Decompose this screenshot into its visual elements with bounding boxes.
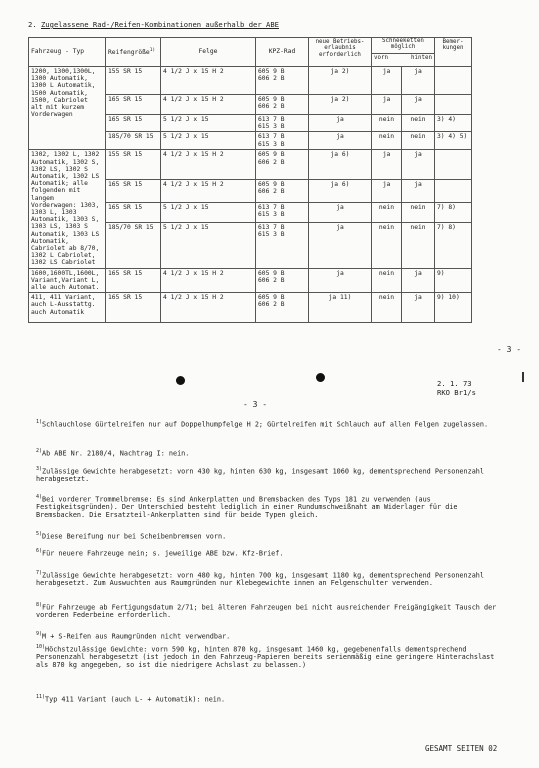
cell-betrieb: ja 11) bbox=[309, 293, 372, 323]
cell-kpz: 605 9 B 606 2 B bbox=[256, 268, 309, 293]
cell-bem: 9) bbox=[435, 268, 472, 293]
footnote-number: 9) bbox=[36, 631, 43, 637]
cell-bem: 7) 8) bbox=[435, 222, 472, 268]
cell-hinten: ja bbox=[402, 180, 435, 203]
footnote-item bbox=[36, 547, 506, 557]
date: 2. 1. 73 bbox=[437, 379, 472, 388]
footnote-number: 2) bbox=[36, 448, 43, 454]
cell-hinten: nein bbox=[402, 115, 435, 132]
footnote-number: 10) bbox=[36, 644, 46, 650]
cell-vehicle-type: 411, 411 Variant, auch L-Ausstattg. auch Automatik bbox=[29, 293, 106, 323]
section-title: Zugelassene Rad-/Reifen-Kombinationen außerhalb der ABE bbox=[40, 20, 279, 29]
header-reifen-sup: 1) bbox=[149, 48, 156, 54]
header-hinten: hinten bbox=[411, 55, 432, 61]
cell-reifen: 165 SR 15 bbox=[106, 115, 161, 132]
cell-hinten: ja bbox=[402, 67, 435, 95]
cell-hinten: ja bbox=[402, 95, 435, 115]
cell-betrieb: ja 6) bbox=[309, 180, 372, 203]
header-bem: Bemer-kungen bbox=[435, 38, 472, 67]
footnote-text: Für neuere Fahrzeuge nein; s. jeweilige ABE bzw. Kfz-Brief. bbox=[42, 549, 284, 558]
footnote-number: 6) bbox=[36, 548, 43, 554]
cell-reifen: 165 SR 15 bbox=[106, 180, 161, 203]
cell-felge: 4 1/2 J x 15 H 2 bbox=[161, 150, 256, 180]
date-block bbox=[437, 379, 476, 397]
footnote-text: Zulässige Gewichte herabgesetzt: vorn 430 kg, hinten 630 kg, insgesamt 1060 kg, dementsprechend Personenzahl herabgesetzt. bbox=[36, 467, 484, 484]
cell-betrieb: ja bbox=[309, 115, 372, 132]
cell-betrieb: ja 2) bbox=[309, 95, 372, 115]
footnote-item bbox=[36, 493, 506, 519]
footnote-number: 7) bbox=[36, 570, 43, 576]
cell-felge: 4 1/2 J x 15 H 2 bbox=[161, 268, 256, 293]
cell-felge: 5 1/2 J x 15 bbox=[161, 115, 256, 132]
cell-vorn: ja bbox=[372, 95, 402, 115]
cell-hinten: nein bbox=[402, 222, 435, 268]
footnote-number: 11) bbox=[36, 694, 46, 700]
page-mark-right: - 3 - bbox=[497, 345, 522, 354]
cell-bem: 9) 10) bbox=[435, 293, 472, 323]
cell-reifen: 165 SR 15 bbox=[106, 268, 161, 293]
footnote-number: 3) bbox=[36, 466, 43, 472]
cell-kpz: 605 9 B 606 2 B bbox=[256, 180, 309, 203]
cell-bem bbox=[435, 67, 472, 95]
cell-vorn: nein bbox=[372, 115, 402, 132]
cell-felge: 4 1/2 J x 15 H 2 bbox=[161, 95, 256, 115]
footnote-text: M + S-Reifen aus Raumgründen nicht verwendbar. bbox=[42, 632, 231, 641]
cell-bem: 3) 4) 5) bbox=[435, 132, 472, 150]
header-typ: Fahrzeug - Typ bbox=[29, 38, 106, 67]
cell-reifen: 165 SR 15 bbox=[106, 293, 161, 323]
cell-kpz: 605 9 B 606 2 B bbox=[256, 293, 309, 323]
cell-betrieb: ja bbox=[309, 132, 372, 150]
footnote-number: 8) bbox=[36, 602, 43, 608]
footnote-item bbox=[36, 569, 506, 587]
cell-vorn: ja bbox=[372, 150, 402, 180]
footnote-item bbox=[36, 630, 506, 640]
punch-hole-right bbox=[316, 373, 325, 382]
footnote-text: Bei vorderer Trommelbremse: Es sind Ankerplatten und Bremsbacken des Typs 181 zu verwenden (aus Festigkeitsgründen). Der Unterschied besteht lediglich in einer Rundumschweißnaht am Widerlager für die Bremsbacken. Die Ersatzteil-Ankerplatten sind für beide Typen gleich. bbox=[36, 495, 458, 520]
cell-felge: 4 1/2 J x 15 H 2 bbox=[161, 180, 256, 203]
section-number: 2. bbox=[28, 20, 37, 29]
cell-betrieb: ja bbox=[309, 202, 372, 222]
header-reifen bbox=[106, 38, 161, 67]
cell-vehicle-type: 1200, 1300,1300L, 1300 Automatik, 1300 L Automatik, 1500 Automatik, 1500, Cabriolet alt mit kurzem Vorderwagen bbox=[29, 67, 106, 150]
footnote-text: Ab ABE Nr. 2180/4, Nachtrag I: nein. bbox=[42, 449, 190, 458]
header-betrieb: neue Betriebs-erlaubnis erforderlich bbox=[309, 38, 372, 67]
cell-felge: 4 1/2 J x 15 H 2 bbox=[161, 67, 256, 95]
cell-kpz: 613 7 B 615 3 B bbox=[256, 222, 309, 268]
cell-reifen: 185/70 SR 15 bbox=[106, 222, 161, 268]
cell-felge: 5 1/2 J x 15 bbox=[161, 222, 256, 268]
footnote-item bbox=[36, 465, 506, 483]
punch-hole-left bbox=[176, 376, 185, 385]
footnote-item bbox=[36, 418, 506, 428]
page-mark-center: - 3 - bbox=[243, 400, 268, 409]
cell-vorn: nein bbox=[372, 222, 402, 268]
cell-felge: 5 1/2 J x 15 bbox=[161, 202, 256, 222]
cell-bem bbox=[435, 180, 472, 203]
cell-vorn: ja bbox=[372, 67, 402, 95]
cell-bem bbox=[435, 95, 472, 115]
cell-vorn: nein bbox=[372, 202, 402, 222]
cell-kpz: 605 9 B 606 2 B bbox=[256, 95, 309, 115]
footnote-item bbox=[36, 643, 506, 669]
cell-betrieb: ja 2) bbox=[309, 67, 372, 95]
cell-hinten: ja bbox=[402, 268, 435, 293]
cell-felge: 5 1/2 J x 15 bbox=[161, 132, 256, 150]
header-schnee bbox=[372, 38, 435, 67]
header-felge: Felge bbox=[161, 38, 256, 67]
table-header-row bbox=[29, 38, 472, 67]
cell-felge: 4 1/2 J x 15 H 2 bbox=[161, 293, 256, 323]
header-vorn: vorn bbox=[374, 55, 388, 61]
table-row bbox=[29, 268, 472, 293]
cell-bem bbox=[435, 150, 472, 180]
cell-betrieb: ja 6) bbox=[309, 150, 372, 180]
section-heading bbox=[28, 20, 279, 29]
footnote-item bbox=[36, 601, 506, 619]
cell-reifen: 165 SR 15 bbox=[106, 95, 161, 115]
footnote-item bbox=[36, 530, 506, 540]
cell-kpz: 613 7 B 615 3 B bbox=[256, 202, 309, 222]
cell-betrieb: ja bbox=[309, 222, 372, 268]
footnote-item bbox=[36, 693, 506, 703]
cell-vorn: ja bbox=[372, 180, 402, 203]
cell-kpz: 605 9 B 606 2 B bbox=[256, 150, 309, 180]
cell-kpz: 613 7 B 615 3 B bbox=[256, 115, 309, 132]
cell-vorn: nein bbox=[372, 293, 402, 323]
header-schnee-label: Schneeketten möglich bbox=[382, 38, 424, 51]
reference: RKO Br1/s bbox=[437, 388, 476, 397]
footnote-number: 4) bbox=[36, 494, 43, 500]
cell-hinten: nein bbox=[402, 132, 435, 150]
cell-reifen: 155 SR 15 bbox=[106, 150, 161, 180]
cell-betrieb: ja bbox=[309, 268, 372, 293]
footnote-text: Schlauchlose Gürtelreifen nur auf Doppelhumpfelge H 2; Gürtelreifen mit Schlauch auf allen Felgen zugelassen. bbox=[42, 420, 489, 429]
cell-hinten: ja bbox=[402, 293, 435, 323]
cell-hinten: nein bbox=[402, 202, 435, 222]
header-kpz: KPZ-Rad bbox=[256, 38, 309, 67]
margin-mark bbox=[522, 372, 524, 382]
cell-kpz: 605 9 B 606 2 B bbox=[256, 67, 309, 95]
cell-vorn: nein bbox=[372, 268, 402, 293]
footnote-text: Für Fahrzeuge ab Fertigungsdatum 2/71; bei älteren Fahrzeugen bei nicht ausreichender Freigängigkeit Tausch der vorderen Federbeine erforderlich. bbox=[36, 603, 497, 620]
cell-vehicle-type: 1302, 1302 L, 1302 Automatik, 1302 S, 1302 LS, 1302 S Automatik, 1302 LS Automatik; alle folgenden mit langem Vorderwagen: 1303, 1303 L, 1303 Automatik, 1303 S, 1303 LS, 1303 S Automatik, 1303 LS Automatik, Cabriolet ab 8/70, 1302 L Cabriolet, 1302 LS Cabriolet bbox=[29, 150, 106, 268]
footer: GESAMT SEITEN 02 bbox=[425, 744, 498, 753]
cell-reifen: 185/70 SR 15 bbox=[106, 132, 161, 150]
footnote-number: 1) bbox=[36, 419, 43, 425]
footnote-text: Typ 411 Variant (auch L- + Automatik): nein. bbox=[45, 695, 226, 704]
cell-bem: 7) 8) bbox=[435, 202, 472, 222]
footnote-text: Höchstzulässige Gewichte: vorn 590 kg, hinten 870 kg, insgesamt 1460 kg, gegebenenfalls dementsprechend Personenzahl herabgesetzt (ist jedoch in den Fahrzeug-Papieren bereits serienmäßig eine geringere Hinterachslast als 870 kg angegeben, so ist die niedrigere Achslast zu belassen.) bbox=[36, 645, 495, 670]
cell-vehicle-type: 1600,1600TL,1600L, Variant,Variant L, alle auch Automat. bbox=[29, 268, 106, 293]
table-row bbox=[29, 150, 472, 180]
cell-bem: 3) 4) bbox=[435, 115, 472, 132]
footnote-text: Diese Bereifung nur bei Scheibenbremsen vorn. bbox=[42, 532, 227, 541]
footnote-number: 5) bbox=[36, 531, 43, 537]
cell-vorn: nein bbox=[372, 132, 402, 150]
cell-reifen: 165 SR 15 bbox=[106, 202, 161, 222]
tire-combination-table bbox=[28, 37, 472, 323]
header-reifen-label: Reifengröße bbox=[108, 49, 150, 57]
cell-reifen: 155 SR 15 bbox=[106, 67, 161, 95]
footnote-text: Zulässige Gewichte herabgesetzt: vorn 480 kg, hinten 700 kg, insgesamt 1180 kg, dementsprechend Personenzahl herabgesetzt. Zum Auswuchten aus Raumgründen nur Klebegewichte innen an Felgenschulter verwenden. bbox=[36, 571, 484, 588]
footnote-item bbox=[36, 447, 506, 457]
table-row bbox=[29, 293, 472, 323]
cell-kpz: 613 7 B 615 3 B bbox=[256, 132, 309, 150]
cell-hinten: ja bbox=[402, 150, 435, 180]
table-row bbox=[29, 67, 472, 95]
table-body bbox=[29, 67, 472, 323]
